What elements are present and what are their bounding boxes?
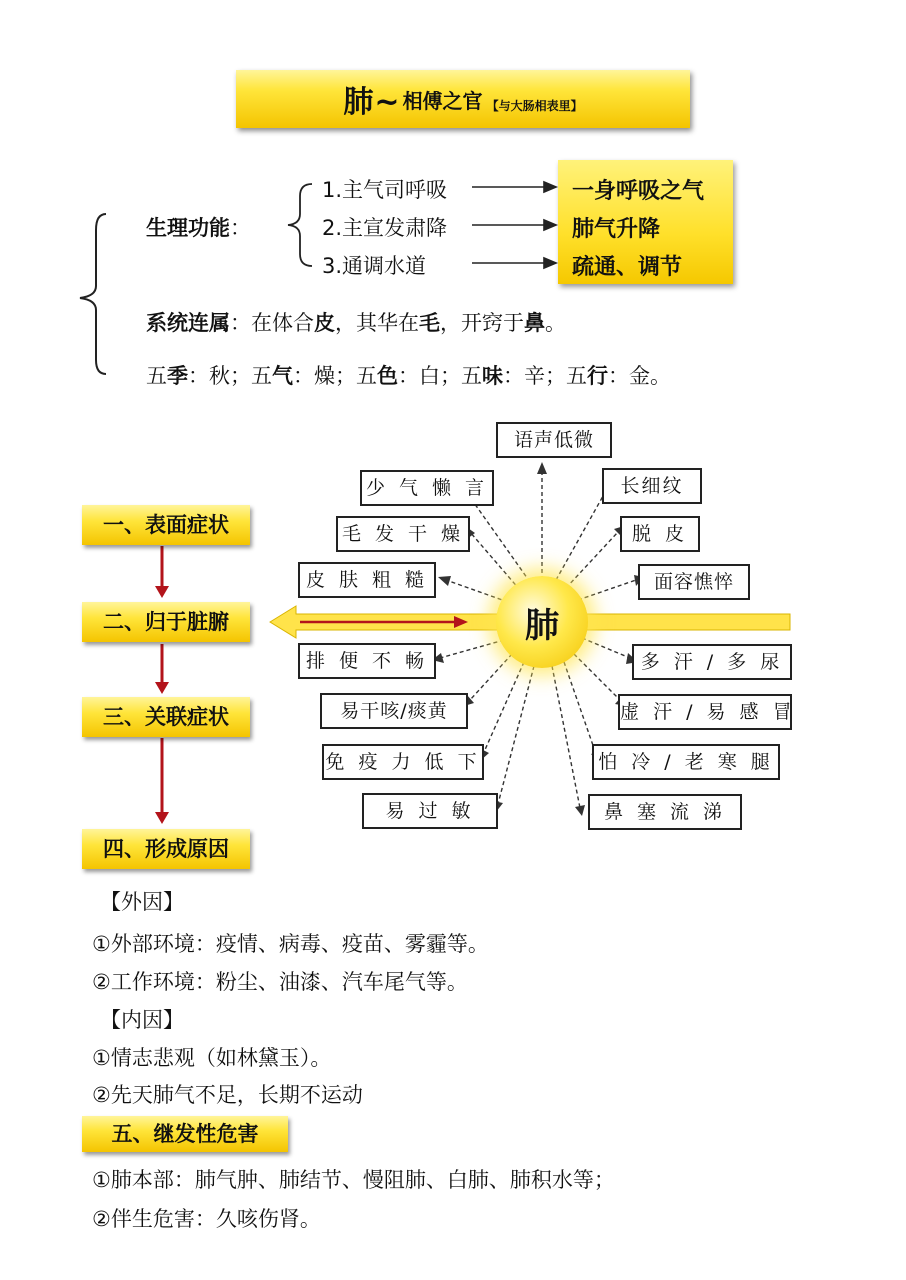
symptom-left: 免 疫 力 低 下 <box>322 744 484 780</box>
ray <box>574 654 620 700</box>
five-text-bold: 季 <box>167 364 188 388</box>
five-text: ：白；五 <box>398 364 482 388</box>
ray <box>484 662 524 752</box>
symptom-right: 虚 汗 / 易 感 冒 <box>618 694 792 730</box>
step-surface-symptoms: 一、表面症状 <box>82 505 250 545</box>
system-text-bold: 皮 <box>314 311 335 335</box>
physiology-label-text: 生理功能 <box>146 216 230 240</box>
step-causes: 四、形成原因 <box>82 829 250 869</box>
five-text: ：秋；五 <box>188 364 272 388</box>
internal-cause-header: 【内因】 <box>100 1008 184 1032</box>
five-text-bold: 色 <box>377 364 398 388</box>
ray <box>440 640 504 658</box>
system-line <box>146 307 566 337</box>
ray <box>470 532 520 590</box>
ray <box>564 662 596 754</box>
symptom-top: 语声低微 <box>496 422 612 458</box>
five-elements-line <box>146 360 671 390</box>
function-brace <box>288 184 312 266</box>
five-text-bold: 气 <box>272 364 293 388</box>
symptom-right: 面容憔悴 <box>638 564 750 600</box>
five-text: ：金。 <box>608 364 671 388</box>
system-label: 系统连属 <box>146 311 230 335</box>
title-sub: 相傅之官 <box>402 88 483 113</box>
internal-cause-item: ②先天肺气不足，长期不运动 <box>92 1083 363 1107</box>
ray <box>552 666 580 808</box>
function-item: 3.通调水道 <box>322 254 427 278</box>
five-text-bold: 行 <box>587 364 608 388</box>
five-text: 五 <box>146 364 167 388</box>
symptom-right: 脱 皮 <box>620 516 700 552</box>
symptom-left: 易干咳/痰黄 <box>320 693 468 729</box>
step-organ: 二、归于脏腑 <box>82 602 250 642</box>
system-text-bold: 毛 <box>419 311 440 335</box>
ray <box>582 638 630 658</box>
external-cause-header: 【外因】 <box>100 890 184 914</box>
step-arrow-head <box>155 586 169 598</box>
system-text: 。 <box>545 311 566 335</box>
ray <box>578 580 636 600</box>
five-text: ：辛；五 <box>503 364 587 388</box>
title-note: 【与大肠相表里】 <box>486 99 583 113</box>
ray <box>498 666 534 804</box>
five-text: ：燥；五 <box>293 364 377 388</box>
function-item: 2.主宣发肃降 <box>322 216 448 240</box>
symptom-right: 怕 冷 / 老 寒 腿 <box>592 744 780 780</box>
ray <box>446 580 508 602</box>
symptom-left: 皮 肤 粗 糙 <box>298 562 436 598</box>
symptom-left: 少 气 懒 言 <box>360 470 494 506</box>
five-text-bold: 味 <box>482 364 503 388</box>
symptom-right: 长细纹 <box>602 468 702 504</box>
physiology-connectors <box>0 0 906 420</box>
system-text-bold: 鼻 <box>524 311 545 335</box>
system-text: ：在体合 <box>230 311 314 335</box>
function-result: 疏通、调节 <box>572 255 683 280</box>
internal-cause-item: ①情志悲观（如林黛玉）。 <box>92 1046 332 1070</box>
arrow-head <box>544 182 556 192</box>
arrow-head <box>544 258 556 268</box>
title-main: 肺~ <box>343 85 401 120</box>
harm-item: ②伴生危害：久咳伤肾。 <box>92 1207 321 1231</box>
step-arrow-head <box>155 682 169 694</box>
system-text: ，其华在 <box>335 311 419 335</box>
lung-center: 肺 <box>496 576 588 668</box>
arrow-head <box>544 220 556 230</box>
physiology-label <box>146 212 251 242</box>
external-cause-item: ①外部环境：疫情、病毒、疫苗、雾霾等。 <box>92 932 489 956</box>
physiology-colon: ： <box>230 216 251 240</box>
harm-item: ①肺本部：肺气肿、肺结节、慢阻肺、白肺、肺积水等； <box>92 1168 615 1192</box>
symptom-left: 排 便 不 畅 <box>298 643 436 679</box>
function-item: 1.主气司呼吸 <box>322 178 448 202</box>
ray <box>472 500 530 582</box>
system-text: ，开窍于 <box>440 311 524 335</box>
step-arrow-head <box>155 812 169 824</box>
step-related-symptoms: 三、关联症状 <box>82 697 250 737</box>
function-result: 肺气升降 <box>572 217 661 242</box>
symptom-left: 毛 发 干 燥 <box>336 516 470 552</box>
symptom-right: 鼻 塞 流 涕 <box>588 794 742 830</box>
ray <box>566 532 618 588</box>
symptom-left: 易 过 敏 <box>362 793 498 829</box>
external-cause-item: ②工作环境：粉尘、油漆、汽车尾气等。 <box>92 970 468 994</box>
function-result: 一身呼吸之气 <box>572 179 705 204</box>
step-secondary-harm: 五、继发性危害 <box>82 1116 288 1152</box>
left-brace <box>80 214 106 374</box>
symptom-right: 多 汗 / 多 尿 <box>632 644 792 680</box>
ray <box>470 654 512 700</box>
